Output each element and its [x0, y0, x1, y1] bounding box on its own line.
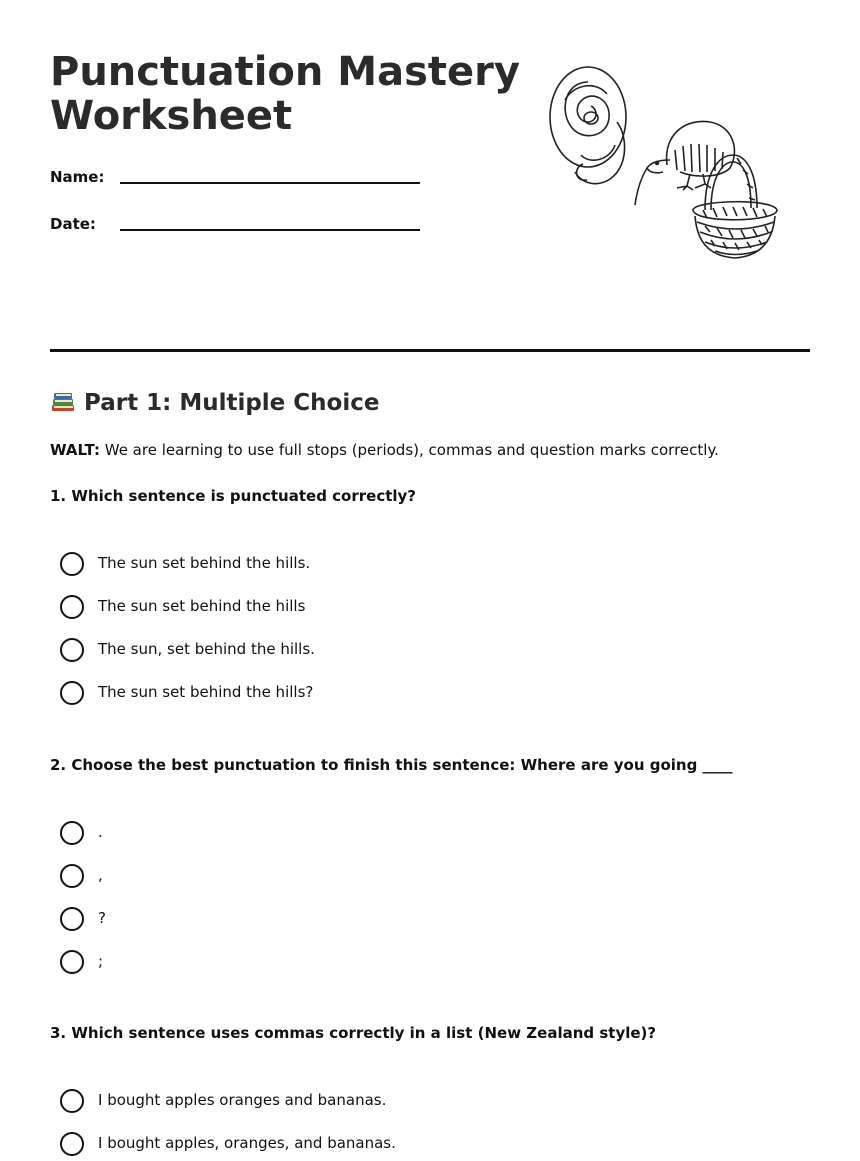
- option-label: ;: [98, 952, 104, 970]
- q2-option-2[interactable]: [60, 864, 760, 890]
- radio-button[interactable]: [60, 950, 84, 974]
- option-label: I bought apples oranges and bananas.: [98, 1091, 387, 1109]
- option-label: The sun, set behind the hills.: [98, 640, 315, 658]
- option-label: The sun set behind the hills: [98, 597, 306, 615]
- question-2: 2. Choose the best punctuation to finish this sentence: Where are you going ____: [50, 756, 733, 774]
- date-label: Date:: [50, 215, 96, 233]
- page-title: [50, 50, 520, 138]
- option-label: .: [98, 823, 103, 841]
- q3-option-2[interactable]: [60, 1132, 760, 1158]
- option-label: ,: [98, 866, 103, 884]
- date-field: [50, 211, 420, 235]
- radio-button[interactable]: [60, 1132, 84, 1156]
- section-divider: [50, 349, 810, 352]
- question-3: 3. Which sentence uses commas correctly in a list (New Zealand style)?: [50, 1024, 657, 1042]
- name-label: Name:: [50, 168, 105, 186]
- option-label: The sun set behind the hills.: [98, 554, 311, 572]
- option-label: The sun set behind the hills?: [98, 683, 314, 701]
- radio-button[interactable]: [60, 907, 84, 931]
- name-field: [50, 164, 420, 188]
- part1-title: Part 1: Multiple Choice: [84, 390, 380, 416]
- title-line-2: Worksheet: [50, 93, 293, 139]
- q2-option-1[interactable]: [60, 821, 760, 847]
- radio-button[interactable]: [60, 864, 84, 888]
- walt-label: WALT:: [50, 441, 100, 459]
- kiwi-bird-icon: [635, 121, 734, 205]
- q1-option-2[interactable]: [60, 595, 760, 621]
- q2-option-4[interactable]: [60, 950, 760, 976]
- q1-option-4[interactable]: [60, 681, 760, 707]
- part1-heading: [50, 388, 379, 418]
- option-label: ?: [98, 909, 106, 927]
- worksheet-page: [50, 0, 810, 1161]
- title-line-1: Punctuation Mastery: [50, 49, 520, 95]
- question-1: 1. Which sentence is punctuated correctly?: [50, 487, 417, 505]
- koru-swirl-icon: [550, 67, 626, 184]
- option-label: I bought apples, oranges, and bananas.: [98, 1134, 396, 1152]
- name-input-line[interactable]: [120, 182, 420, 184]
- walt-text: We are learning to use full stops (periods), commas and question marks correctly.: [99, 441, 719, 459]
- q2-option-3[interactable]: [60, 907, 760, 933]
- radio-button[interactable]: [60, 681, 84, 705]
- radio-button[interactable]: [60, 1089, 84, 1113]
- q1-option-3[interactable]: [60, 638, 760, 664]
- walt-statement: [50, 440, 719, 460]
- radio-button[interactable]: [60, 821, 84, 845]
- q1-option-1[interactable]: [60, 552, 760, 578]
- kiwi-basket-illustration: [545, 60, 790, 270]
- radio-button[interactable]: [60, 638, 84, 662]
- woven-basket-icon: [693, 155, 777, 258]
- radio-button[interactable]: [60, 595, 84, 619]
- date-input-line[interactable]: [120, 229, 420, 231]
- q3-option-1[interactable]: [60, 1089, 760, 1115]
- books-icon: [50, 388, 76, 414]
- radio-button[interactable]: [60, 552, 84, 576]
